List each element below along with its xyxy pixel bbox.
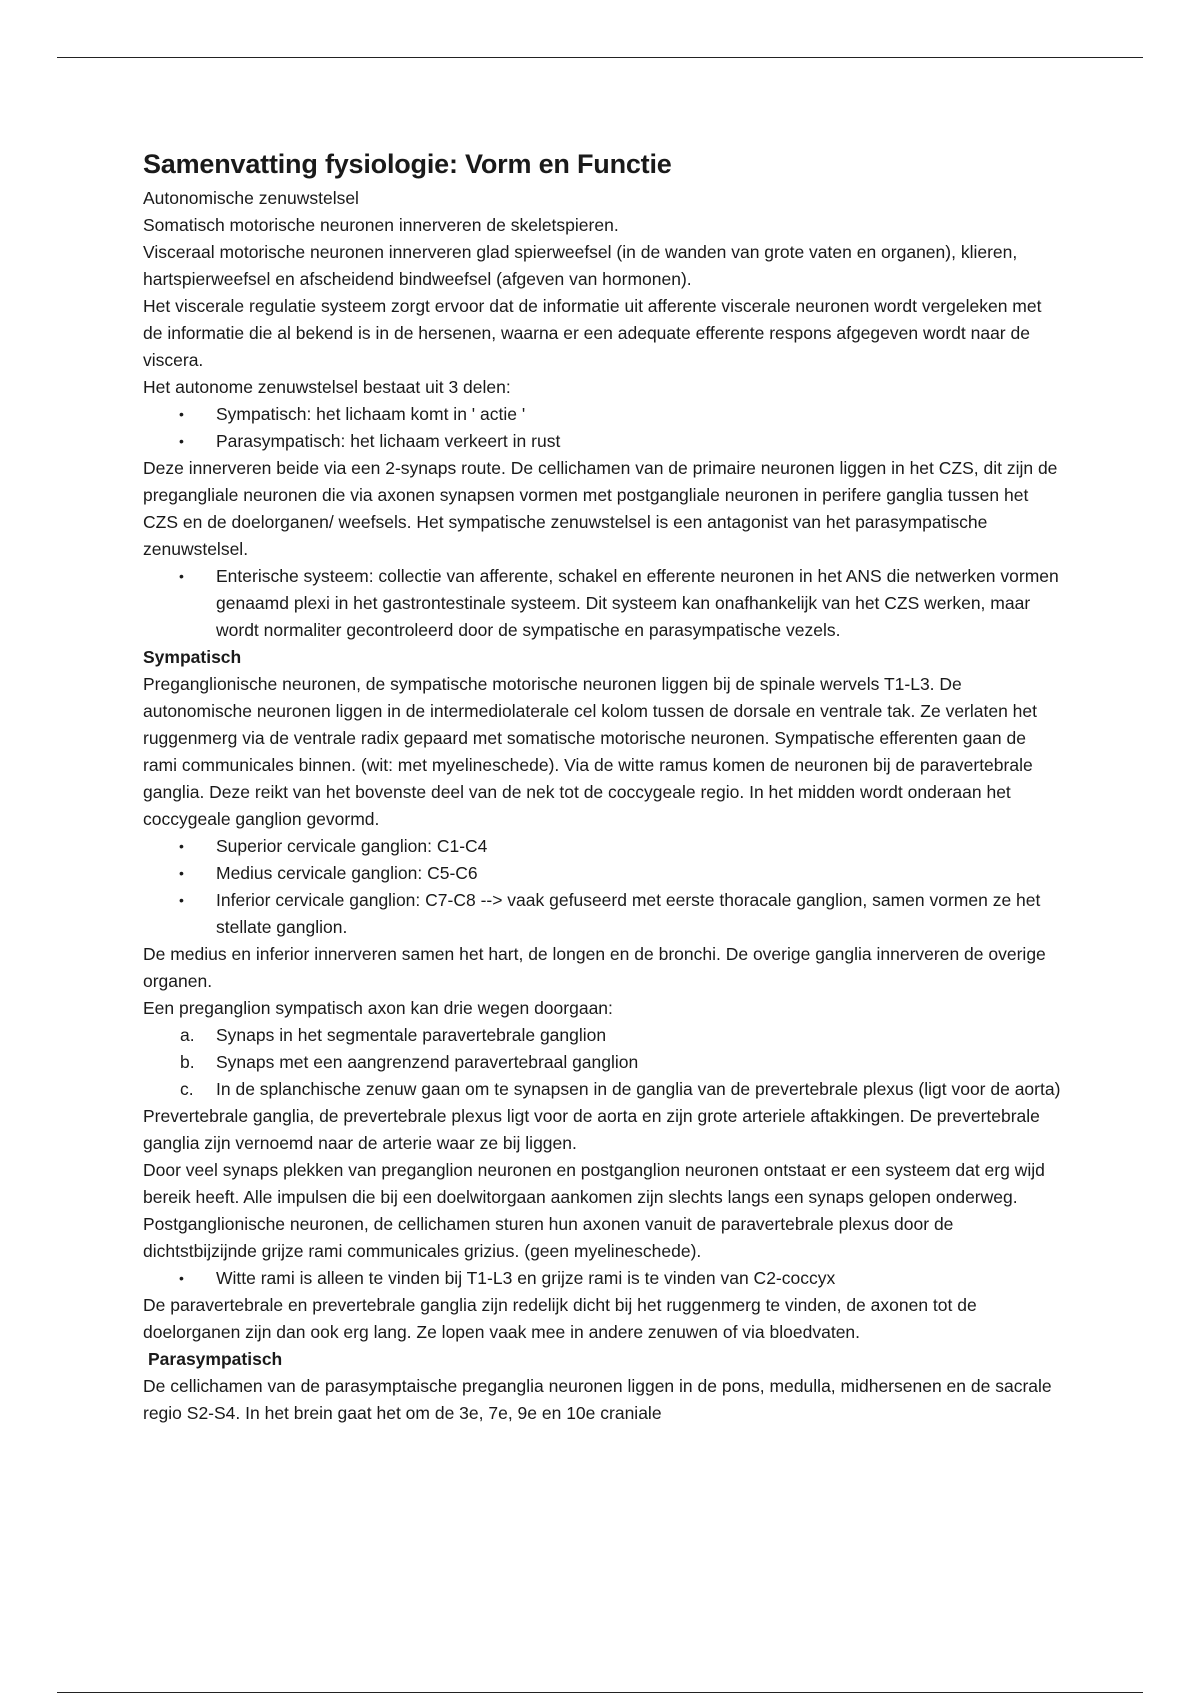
paragraph: Een preganglion sympatisch axon kan drie wegen doorgaan:	[143, 998, 613, 1018]
bullet-list-item	[143, 860, 1063, 887]
document-body	[143, 185, 1063, 1427]
document-page	[143, 145, 1063, 1427]
bullet-list	[143, 833, 1063, 941]
paragraph: De paravertebrale en prevertebrale ganglia zijn redelijk dicht bij het ruggenmerg te vinden, de axonen tot de doelorganen zijn dan ook erg lang. Ze lopen vaak mee in andere zenuwen of via bloedvaten.	[143, 1295, 977, 1342]
bullet-text: Inferior cervicale ganglion: C7-C8 --> vaak gefuseerd met eerste thoracale ganglion, samen vormen ze het stellate ganglion.	[216, 890, 1041, 937]
section-heading: Sympatisch	[143, 647, 242, 667]
lettered-list	[143, 1022, 1063, 1103]
bullet-list-item	[143, 401, 1063, 428]
paragraph: Postganglionische neuronen, de cellichamen sturen hun axonen vanuit de paravertebrale plexus door de dichtstbijzijnde grijze rami communicales grizius. (geen myelineschede).	[143, 1214, 954, 1261]
paragraph: Het viscerale regulatie systeem zorgt ervoor dat de informatie uit afferente viscerale neuronen wordt vergeleken met de informatie die al bekend is in de hersenen, waarna er een adequate efferente respons afgegeven wordt naar de viscera.	[143, 296, 1042, 370]
paragraph: Het autonome zenuwstelsel bestaat uit 3 delen:	[143, 377, 511, 397]
bullet-text: Superior cervicale ganglion: C1-C4	[216, 836, 488, 856]
bullet-list	[143, 1265, 1063, 1292]
bullet-text: Parasympatisch: het lichaam verkeert in rust	[216, 431, 561, 451]
bullet-list	[143, 563, 1063, 644]
bullet-list	[143, 401, 1063, 455]
lettered-list-item	[143, 1022, 1063, 1049]
list-letter: a.	[180, 1025, 195, 1045]
bullet-icon: •	[179, 406, 184, 422]
lettered-list-item	[143, 1049, 1063, 1076]
bullet-icon: •	[179, 838, 184, 854]
header-rule	[57, 57, 1143, 58]
list-item-text: Synaps met een aangrenzend paravertebraal ganglion	[216, 1052, 639, 1072]
paragraph: Prevertebrale ganglia, de prevertebrale plexus ligt voor de aorta en zijn grote arteriele aftakkingen. De prevertebrale ganglia zijn vernoemd naar de arterie waar ze bij liggen.	[143, 1106, 1040, 1153]
bullet-list-item	[143, 428, 1063, 455]
section-heading: Parasympatisch	[148, 1349, 283, 1369]
bullet-icon: •	[179, 892, 184, 908]
list-letter: b.	[180, 1052, 195, 1072]
bullet-icon: •	[179, 433, 184, 449]
lettered-list-item	[143, 1076, 1063, 1103]
bullet-list-item	[143, 563, 1063, 644]
bullet-icon: •	[179, 568, 184, 584]
document-title: Samenvatting fysiologie: Vorm en Functie	[143, 149, 672, 179]
bullet-text: Sympatisch: het lichaam komt in ' actie '	[216, 404, 526, 424]
list-item-text: Synaps in het segmentale paravertebrale ganglion	[216, 1025, 607, 1045]
paragraph: Visceraal motorische neuronen innerveren glad spierweefsel (in de wanden van grote vaten en organen), klieren, hartspierweefsel en afscheidend bindweefsel (afgeven van hormonen).	[143, 242, 1018, 289]
bullet-text: Enterische systeem: collectie van afferente, schakel en efferente neuronen in het ANS die netwerken vormen genaamd plexi in het gastrontestinale systeem. Dit systeem kan onafhankelijk van het CZS werken, maar wordt normaliter gecontroleerd door de sympatische en parasympatische vezels.	[216, 566, 1059, 640]
list-letter: c.	[180, 1079, 194, 1099]
bullet-text: Medius cervicale ganglion: C5-C6	[216, 863, 478, 883]
paragraph: Preganglionische neuronen, de sympatische motorische neuronen liggen bij de spinale wervels T1-L3. De autonomische neuronen liggen in de intermediolaterale cel kolom tussen de dorsale en ventrale tak. Ze verlaten het ruggenmerg via de ventrale radix gepaard met somatische motorische neuronen. Sympatische efferenten gaan de rami communicales binnen. (wit: met myelineschede). Via de witte ramus komen de neuronen bij de paravertebrale ganglia. Deze reikt van het bovenste deel van de nek tot de coccygeale regio. In het midden wordt onderaan het coccygeale ganglion gevormd.	[143, 674, 1038, 829]
bullet-list-item	[143, 833, 1063, 860]
paragraph: Door veel synaps plekken van preganglion neuronen en postganglion neuronen ontstaat er een systeem dat erg wijd bereik heeft. Alle impulsen die bij een doelwitorgaan aankomen zijn slechts langs een synaps gelopen onderweg.	[143, 1160, 1045, 1207]
bullet-icon: •	[179, 1270, 184, 1286]
bullet-list-item	[143, 1265, 1063, 1292]
bullet-icon: •	[179, 865, 184, 881]
paragraph: Deze innerveren beide via een 2-synaps route. De cellichamen van de primaire neuronen liggen in het CZS, dit zijn de pregangliale neuronen die via axonen synapsen vormen met postgangliale neuronen in perifere ganglia tussen het CZS en de doelorganen/ weefsels. Het sympatische zenuwstelsel is een antagonist van het parasympatische zenuwstelsel.	[143, 458, 1058, 559]
bullet-text: Witte rami is alleen te vinden bij T1-L3 en grijze rami is te vinden van C2-coccyx	[216, 1268, 836, 1288]
list-item-text: In de splanchische zenuw gaan om te synapsen in de ganglia van de prevertebrale plexus (ligt voor de aorta)	[216, 1079, 1061, 1099]
paragraph: De medius en inferior innerveren samen het hart, de longen en de bronchi. De overige ganglia innerveren de overige organen.	[143, 944, 1046, 991]
paragraph: De cellichamen van de parasymptaische preganglia neuronen liggen in de pons, medulla, midhersenen en de sacrale regio S2-S4. In het brein gaat het om de 3e, 7e, 9e en 10e craniale	[143, 1376, 1052, 1423]
paragraph: Autonomische zenuwstelsel	[143, 188, 359, 208]
bullet-list-item	[143, 887, 1063, 941]
footer-rule	[57, 1692, 1143, 1693]
paragraph: Somatisch motorische neuronen innerveren de skeletspieren.	[143, 215, 619, 235]
